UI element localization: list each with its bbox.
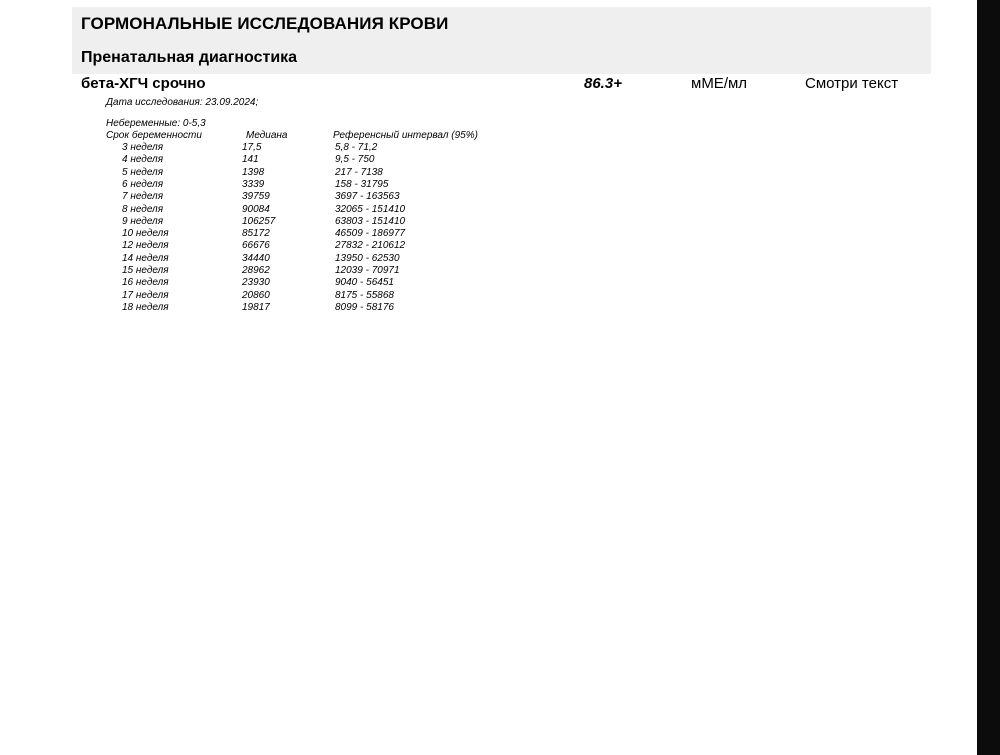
table-row [0,167,600,179]
table-row [0,290,600,302]
week-cell: 4 неделя [122,154,164,166]
week-cell: 6 неделя [122,178,164,190]
week-cell: 15 неделя [122,265,169,276]
reference-cell: 5,8 - 71,2 [335,142,378,153]
median-cell: 90084 [242,203,270,215]
study-date: Дата исследования: 23.09.2024; [106,97,259,108]
median-cell: 3339 [242,178,265,190]
test-name: бета-ХГЧ срочно [81,75,206,92]
non-pregnant-range: Небеременные: 0-5,3 [106,118,206,129]
median-cell: 1398 [242,166,265,178]
reference-cell: 3697 - 163563 [335,191,400,203]
table-row [0,191,600,203]
table-row [0,204,600,216]
reference-cell: 8175 - 55868 [335,289,394,301]
reference-cell: 27832 - 210612 [335,240,406,252]
column-header-week: Срок беременности [106,130,202,141]
reference-cell: 46509 - 186977 [335,228,406,240]
table-row [0,277,600,289]
section-title: ГОРМОНАЛЬНЫЕ ИССЛЕДОВАНИЯ КРОВИ [81,14,449,33]
week-cell: 18 неделя [122,301,169,313]
reference-cell: 32065 - 151410 [335,203,406,215]
week-cell: 7 неделя [122,191,164,203]
week-cell: 12 неделя [122,240,169,252]
reference-cell: 217 - 7138 [335,166,383,178]
reference-cell: 158 - 31795 [335,178,389,190]
reference-cell: 13950 - 62530 [335,252,400,264]
median-cell: 85172 [242,228,270,240]
table-row [0,302,600,314]
week-cell: 8 неделя [122,203,164,215]
week-cell: 3 неделя [122,142,164,153]
median-cell: 20860 [242,289,270,301]
table-row [0,142,600,154]
table-row [0,240,600,252]
test-value: 86.3+ [584,75,622,92]
window-edge-bar [977,0,1000,755]
reference-cell: 63803 - 151410 [335,215,406,227]
subsection-title: Пренатальная диагностика [81,49,298,66]
table-row [0,228,600,240]
week-cell: 5 неделя [122,166,164,178]
table-row [0,253,600,265]
median-cell: 141 [242,154,259,166]
table-row [0,265,600,277]
test-reference: Смотри текст [805,75,899,92]
reference-cell: 9040 - 56451 [335,277,394,289]
week-cell: 16 неделя [122,277,169,289]
week-cell: 17 неделя [122,289,169,301]
median-cell: 17,5 [242,142,262,153]
median-cell: 28962 [242,265,270,276]
test-unit: мМЕ/мл [691,75,748,92]
reference-cell: 9,5 - 750 [335,154,375,166]
table-row [0,154,600,166]
week-cell: 14 неделя [122,252,169,264]
median-cell: 39759 [242,191,270,203]
median-cell: 19817 [242,301,270,313]
median-cell: 34440 [242,252,270,264]
week-cell: 10 неделя [122,228,169,240]
table-row [0,179,600,191]
column-header-reference: Референсный интервал (95%) [333,130,478,141]
reference-cell: 12039 - 70971 [335,265,400,276]
table-row [0,216,600,228]
median-cell: 106257 [242,215,276,227]
median-cell: 66676 [242,240,270,252]
reference-cell: 8099 - 58176 [335,301,394,313]
column-header-median: Медиана [246,130,288,141]
week-cell: 9 неделя [122,215,164,227]
median-cell: 23930 [242,277,270,289]
